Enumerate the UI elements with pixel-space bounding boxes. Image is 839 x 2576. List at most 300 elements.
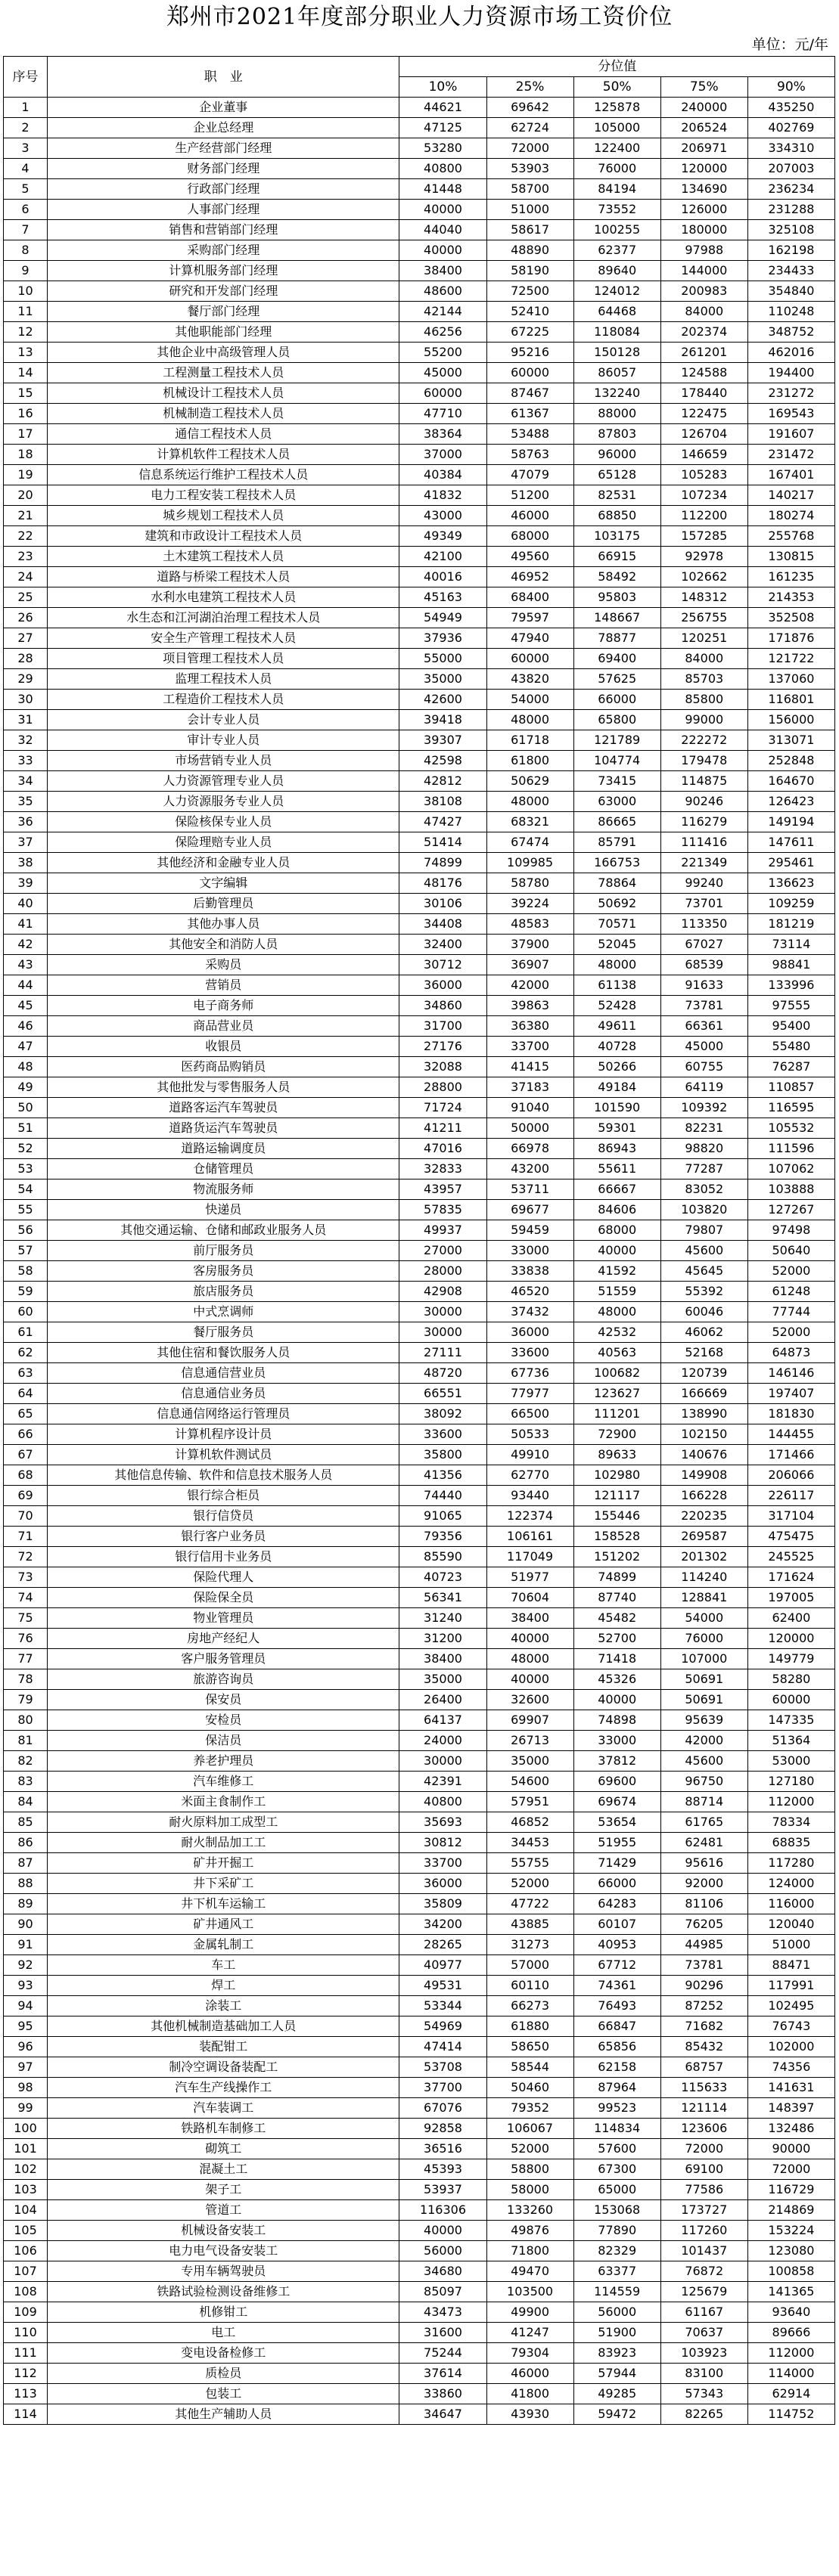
p25-value: 49560 [486,547,573,567]
p90-value: 317104 [747,1506,834,1527]
p90-value: 97555 [747,996,834,1016]
p50-value: 65128 [573,465,660,485]
p75-value: 109392 [660,1098,747,1118]
p10-value: 54969 [399,2016,486,2037]
p75-value: 120000 [660,159,747,179]
table-row [4,1547,835,1567]
p10-value: 85097 [399,2282,486,2302]
occupation-name: 旅店服务员 [48,1282,399,1302]
occupation-name: 企业董事 [48,98,399,118]
table-row [4,506,835,526]
occupation-name: 安检员 [48,1710,399,1731]
p25-value: 52000 [486,2139,573,2159]
p90-value: 140217 [747,485,834,506]
row-index: 13 [4,343,48,363]
p75-value: 83052 [660,1180,747,1200]
p10-value: 32088 [399,1057,486,1077]
p50-value: 121117 [573,1486,660,1506]
p25-value: 57000 [486,1955,573,1976]
p90-value: 181219 [747,914,834,935]
table-row [4,710,835,730]
row-index: 17 [4,424,48,445]
p90-value: 156000 [747,710,834,730]
occupation-name: 金属轧制工 [48,1935,399,1955]
p10-value: 42908 [399,1282,486,1302]
p50-value: 51559 [573,1282,660,1302]
p75-value: 101437 [660,2241,747,2261]
p90-value: 136623 [747,873,834,894]
p90-value: 126423 [747,792,834,812]
table-row [4,1710,835,1731]
table-row [4,1404,835,1424]
p50-value: 89633 [573,1445,660,1465]
occupation-name: 工程造价工程技术人员 [48,690,399,710]
p25-value: 40000 [486,1669,573,1690]
p75-value: 114240 [660,1567,747,1588]
row-index: 74 [4,1588,48,1608]
row-index: 71 [4,1527,48,1547]
p25-value: 33000 [486,1241,573,1261]
p25-value: 66978 [486,1139,573,1159]
p50-value: 76493 [573,1996,660,2016]
p50-value: 66847 [573,2016,660,2037]
p25-value: 46520 [486,1282,573,1302]
p50-value: 95803 [573,587,660,608]
p90-value: 112000 [747,2343,834,2364]
p50-value: 67300 [573,2159,660,2180]
row-index: 97 [4,2057,48,2078]
p10-value: 35000 [399,669,486,690]
table-row [4,343,835,363]
p25-value: 68321 [486,812,573,832]
row-index: 89 [4,1894,48,1914]
p25-value: 39863 [486,996,573,1016]
p10-value: 53708 [399,2057,486,2078]
p50-value: 151202 [573,1547,660,1567]
row-index: 80 [4,1710,48,1731]
row-index: 51 [4,1118,48,1139]
table-row [4,1976,835,1996]
p10-value: 40384 [399,465,486,485]
p50-value: 84606 [573,1200,660,1220]
p50-value: 40728 [573,1037,660,1057]
table-row [4,853,835,873]
p75-value: 95616 [660,1853,747,1874]
table-row [4,2221,835,2241]
p50-value: 50266 [573,1057,660,1077]
p75-value: 240000 [660,98,747,118]
p10-value: 43000 [399,506,486,526]
p75-value: 103820 [660,1200,747,1220]
p50-value: 71418 [573,1649,660,1669]
p25-value: 46952 [486,567,573,587]
p10-value: 91065 [399,1506,486,1527]
p50-value: 103175 [573,526,660,547]
occupation-name: 制冷空调设备装配工 [48,2057,399,2078]
p25-value: 53903 [486,159,573,179]
p90-value: 121722 [747,649,834,669]
p10-value: 85590 [399,1547,486,1567]
p90-value: 132486 [747,2119,834,2139]
p90-value: 95400 [747,1016,834,1037]
p75-value: 114875 [660,771,747,792]
p90-value: 435250 [747,98,834,118]
table-row [4,1608,835,1629]
p10-value: 56000 [399,2241,486,2261]
p90-value: 51000 [747,1935,834,1955]
p10-value: 38400 [399,261,486,281]
p25-value: 52000 [486,1874,573,1894]
row-index: 83 [4,1772,48,1792]
p75-value: 85432 [660,2037,747,2057]
p75-value: 72000 [660,2139,747,2159]
p10-value: 42812 [399,771,486,792]
occupation-name: 市场营销专业人员 [48,751,399,771]
table-row [4,138,835,159]
p75-value: 97988 [660,240,747,261]
p50-value: 62158 [573,2057,660,2078]
p90-value: 313071 [747,730,834,751]
p90-value: 103888 [747,1180,834,1200]
p25-value: 41247 [486,2323,573,2343]
row-index: 26 [4,608,48,628]
p90-value: 171624 [747,1567,834,1588]
table-row [4,1200,835,1220]
p50-value: 114834 [573,2119,660,2139]
p10-value: 39418 [399,710,486,730]
row-index: 56 [4,1220,48,1241]
table-row [4,2078,835,2098]
p90-value: 153224 [747,2221,834,2241]
table-row [4,1833,835,1853]
row-index: 103 [4,2180,48,2200]
row-index: 7 [4,220,48,240]
p25-value: 46000 [486,2364,573,2384]
row-index: 107 [4,2261,48,2282]
row-index: 57 [4,1241,48,1261]
occupation-name: 机械制造工程技术人员 [48,404,399,424]
p10-value: 34647 [399,2404,486,2425]
p10-value: 44040 [399,220,486,240]
occupation-name: 其他办事人员 [48,914,399,935]
p75-value: 82265 [660,2404,747,2425]
p90-value: 100858 [747,2261,834,2282]
p25-value: 34453 [486,1833,573,1853]
occupation-name: 井下机车运输工 [48,1894,399,1914]
p50-value: 132240 [573,383,660,404]
row-index: 35 [4,792,48,812]
occupation-name: 计算机软件工程技术人员 [48,445,399,465]
row-index: 98 [4,2078,48,2098]
p25-value: 54000 [486,690,573,710]
table-row [4,1282,835,1302]
table-row [4,1139,835,1159]
p75-value: 206971 [660,138,747,159]
table-row [4,322,835,343]
occupation-name: 文字编辑 [48,873,399,894]
p75-value: 81106 [660,1894,747,1914]
p25-value: 51200 [486,485,573,506]
p25-value: 71800 [486,2241,573,2261]
header-p25: 25% [486,77,573,98]
p75-value: 178440 [660,383,747,404]
p50-value: 40000 [573,1241,660,1261]
p75-value: 45645 [660,1261,747,1282]
p10-value: 35693 [399,1812,486,1833]
p50-value: 57600 [573,2139,660,2159]
p10-value: 30000 [399,1751,486,1772]
p25-value: 95216 [486,343,573,363]
p10-value: 35800 [399,1445,486,1465]
p10-value: 47710 [399,404,486,424]
p50-value: 41592 [573,1261,660,1282]
p90-value: 181830 [747,1404,834,1424]
p25-value: 93440 [486,1486,573,1506]
p75-value: 261201 [660,343,747,363]
p75-value: 68539 [660,955,747,975]
p50-value: 73415 [573,771,660,792]
header-occupation: 职 业 [48,57,399,98]
p90-value: 110857 [747,1077,834,1098]
p50-value: 105000 [573,118,660,138]
row-index: 27 [4,628,48,649]
p50-value: 82329 [573,2241,660,2261]
occupation-name: 其他经济和金融专业人员 [48,853,399,873]
p25-value: 58617 [486,220,573,240]
table-row [4,792,835,812]
row-index: 54 [4,1180,48,1200]
table-row [4,363,835,383]
row-index: 4 [4,159,48,179]
p75-value: 61167 [660,2302,747,2323]
p10-value: 38364 [399,424,486,445]
p75-value: 148312 [660,587,747,608]
p90-value: 76743 [747,2016,834,2037]
p50-value: 96000 [573,445,660,465]
p50-value: 87803 [573,424,660,445]
row-index: 16 [4,404,48,424]
table-row [4,649,835,669]
p90-value: 325108 [747,220,834,240]
p50-value: 53654 [573,1812,660,1833]
p90-value: 73114 [747,935,834,955]
occupation-name: 机械设备安装工 [48,2221,399,2241]
p75-value: 269587 [660,1527,747,1547]
p50-value: 86665 [573,812,660,832]
p50-value: 63000 [573,792,660,812]
occupation-name: 道路运输调度员 [48,1139,399,1159]
occupation-name: 会计专业人员 [48,710,399,730]
p90-value: 214353 [747,587,834,608]
p50-value: 78877 [573,628,660,649]
table-row [4,1241,835,1261]
p50-value: 83923 [573,2343,660,2364]
p75-value: 166669 [660,1384,747,1404]
p10-value: 53937 [399,2180,486,2200]
p90-value: 123080 [747,2241,834,2261]
p10-value: 47125 [399,118,486,138]
p75-value: 76205 [660,1914,747,1935]
p25-value: 61718 [486,730,573,751]
occupation-name: 财务部门经理 [48,159,399,179]
row-index: 45 [4,996,48,1016]
p25-value: 33700 [486,1037,573,1057]
table-row [4,179,835,200]
p25-value: 69677 [486,1200,573,1220]
row-index: 53 [4,1159,48,1180]
occupation-name: 工程测量工程技术人员 [48,363,399,383]
occupation-name: 企业总经理 [48,118,399,138]
header-p75: 75% [660,77,747,98]
p90-value: 180274 [747,506,834,526]
table-row [4,1486,835,1506]
p75-value: 92978 [660,547,747,567]
p10-value: 54949 [399,608,486,628]
p10-value: 33860 [399,2384,486,2404]
occupation-name: 银行信贷员 [48,1506,399,1527]
p25-value: 49876 [486,2221,573,2241]
p90-value: 107062 [747,1159,834,1180]
row-index: 60 [4,1302,48,1322]
p10-value: 30000 [399,1302,486,1322]
p90-value: 462016 [747,343,834,363]
p25-value: 60110 [486,1976,573,1996]
table-row [4,547,835,567]
p25-value: 59459 [486,1220,573,1241]
occupation-name: 电力工程安装工程技术人员 [48,485,399,506]
p10-value: 48176 [399,873,486,894]
p25-value: 35000 [486,1751,573,1772]
occupation-name: 城乡规划工程技术人员 [48,506,399,526]
occupation-name: 井下采矿工 [48,1874,399,1894]
occupation-name: 电工 [48,2323,399,2343]
occupation-name: 架子工 [48,2180,399,2200]
p75-value: 73781 [660,996,747,1016]
p50-value: 66000 [573,690,660,710]
p75-value: 76000 [660,1629,747,1649]
table-row [4,996,835,1016]
p25-value: 54600 [486,1772,573,1792]
p90-value: 149779 [747,1649,834,1669]
header-index: 序号 [4,57,48,98]
row-index: 108 [4,2282,48,2302]
p10-value: 34200 [399,1914,486,1935]
row-index: 112 [4,2364,48,2384]
occupation-name: 人事部门经理 [48,200,399,220]
p10-value: 92858 [399,2119,486,2139]
p90-value: 68835 [747,1833,834,1853]
p90-value: 255768 [747,526,834,547]
row-index: 78 [4,1669,48,1690]
p75-value: 64119 [660,1077,747,1098]
p75-value: 73781 [660,1955,747,1976]
p10-value: 42600 [399,690,486,710]
p25-value: 50460 [486,2078,573,2098]
occupation-name: 信息通信营业员 [48,1363,399,1384]
p10-value: 51414 [399,832,486,853]
p50-value: 88000 [573,404,660,424]
p25-value: 48000 [486,792,573,812]
table-row [4,914,835,935]
occupation-name: 人力资源管理专业人员 [48,771,399,792]
p10-value: 31240 [399,1608,486,1629]
p10-value: 40977 [399,1955,486,1976]
p75-value: 95639 [660,1710,747,1731]
p50-value: 57625 [573,669,660,690]
p90-value: 55480 [747,1037,834,1057]
p50-value: 74361 [573,1976,660,1996]
table-row [4,424,835,445]
table-row [4,832,835,853]
row-index: 41 [4,914,48,935]
p75-value: 256755 [660,608,747,628]
p50-value: 69674 [573,1792,660,1812]
p75-value: 134690 [660,179,747,200]
p75-value: 99240 [660,873,747,894]
occupation-name: 其他信息传输、软件和信息技术服务人员 [48,1465,399,1486]
p50-value: 99523 [573,2098,660,2119]
p10-value: 39307 [399,730,486,751]
p90-value: 231472 [747,445,834,465]
table-row [4,200,835,220]
occupation-name: 其他职能部门经理 [48,322,399,343]
table-row [4,261,835,281]
occupation-name: 道路与桥梁工程技术人员 [48,567,399,587]
occupation-name: 其他机械制造基础加工人员 [48,2016,399,2037]
occupation-name: 商品营业员 [48,1016,399,1037]
p75-value: 71682 [660,2016,747,2037]
row-index: 38 [4,853,48,873]
p90-value: 171466 [747,1445,834,1465]
occupation-name: 保险保全员 [48,1588,399,1608]
p25-value: 48583 [486,914,573,935]
p75-value: 111416 [660,832,747,853]
table-row [4,2343,835,2364]
p75-value: 50691 [660,1669,747,1690]
p50-value: 52428 [573,996,660,1016]
p50-value: 87964 [573,2078,660,2098]
p75-value: 90246 [660,792,747,812]
row-index: 43 [4,955,48,975]
table-row [4,751,835,771]
occupation-name: 其他交通运输、仓储和邮政业服务人员 [48,1220,399,1241]
p25-value: 68000 [486,526,573,547]
p50-value: 102980 [573,1465,660,1486]
p50-value: 52045 [573,935,660,955]
p50-value: 42532 [573,1322,660,1343]
p25-value: 72500 [486,281,573,302]
table-row [4,669,835,690]
p10-value: 33700 [399,1853,486,1874]
p25-value: 52410 [486,302,573,322]
row-index: 37 [4,832,48,853]
table-row [4,2159,835,2180]
row-index: 113 [4,2384,48,2404]
occupation-name: 客户服务管理员 [48,1649,399,1669]
occupation-name: 汽车维修工 [48,1772,399,1792]
table-row [4,1527,835,1547]
p10-value: 32400 [399,935,486,955]
p75-value: 50691 [660,1690,747,1710]
p25-value: 79352 [486,2098,573,2119]
p75-value: 112200 [660,506,747,526]
p50-value: 64468 [573,302,660,322]
p90-value: 105532 [747,1118,834,1139]
row-index: 65 [4,1404,48,1424]
row-index: 22 [4,526,48,547]
table-row [4,2241,835,2261]
p90-value: 130815 [747,547,834,567]
